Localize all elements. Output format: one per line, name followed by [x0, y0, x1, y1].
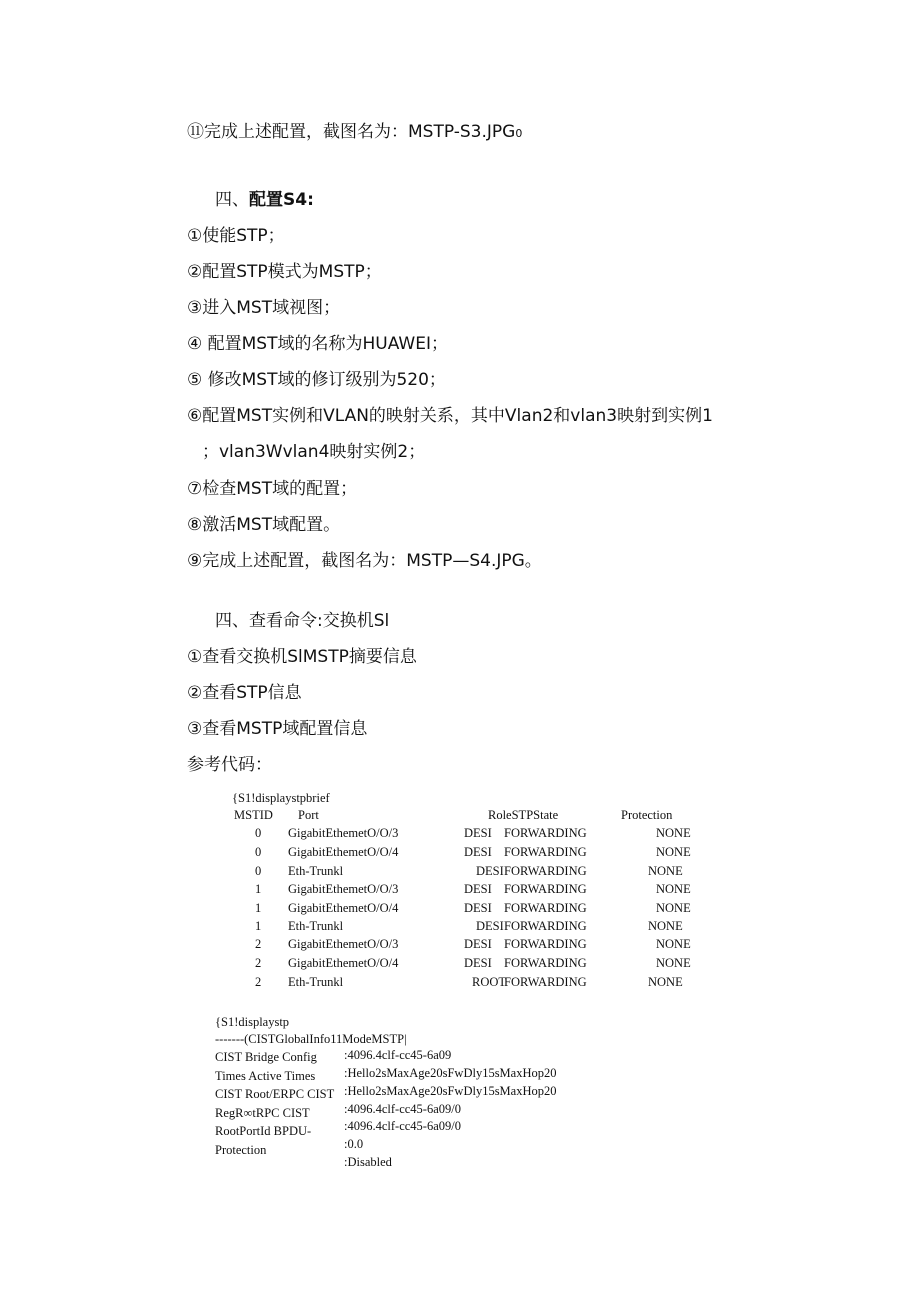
- s4-step-2: ②配置STP模式为MSTP；: [187, 262, 382, 282]
- row-port: GigabitEthemetO/O/4: [288, 956, 399, 970]
- row-protection: NONE: [656, 901, 691, 915]
- s4-step-4: ④ 配置MST域的名称为HUAWEI；: [187, 334, 448, 354]
- row-role: DESI: [464, 882, 492, 896]
- code-stp-value: :Hello2sMaxAge20sFwDly15sMaxHop20: [344, 1066, 557, 1080]
- row-port: Eth-Trunkl: [288, 864, 344, 878]
- code-brief-command: {S1!displaystpbrief: [232, 791, 330, 805]
- row-port: Eth-Trunkl: [288, 975, 344, 989]
- code-stp-label: CIST Bridge Config: [215, 1050, 317, 1064]
- row-mstid: 2: [255, 975, 262, 989]
- row-state: FORWARDING: [504, 901, 587, 915]
- section-s4-heading-prefix: 四、: [215, 190, 249, 210]
- row-mstid: 2: [255, 956, 262, 970]
- row-state: FORWARDING: [504, 882, 587, 896]
- view-step-2: ②查看STP信息: [187, 683, 302, 703]
- row-protection: NONE: [648, 919, 683, 933]
- row-role: DESI: [476, 864, 504, 878]
- row-role: DESI: [476, 919, 504, 933]
- section-view-heading: 四、查看命令:交换机Sl: [215, 611, 390, 631]
- row-mstid: 2: [255, 937, 262, 951]
- row-protection: NONE: [656, 882, 691, 896]
- row-mstid: 1: [255, 901, 262, 915]
- section-s4-heading: [215, 189, 314, 211]
- reference-code-label: 参考代码：: [187, 755, 272, 775]
- prev-step-marker: ⑪: [187, 122, 204, 142]
- row-port: GigabitEthemetO/O/4: [288, 901, 399, 915]
- row-state: FORWARDING: [504, 845, 587, 859]
- prev-step-line: [187, 121, 522, 143]
- row-protection: NONE: [656, 956, 691, 970]
- row-state: FORWARDING: [504, 956, 587, 970]
- s4-step-9: ⑨完成上述配置，截图名为：MSTP—S4.JPG。: [187, 551, 542, 571]
- row-mstid: 0: [255, 864, 262, 878]
- row-state: FORWARDING: [504, 826, 587, 840]
- row-protection: NONE: [648, 975, 683, 989]
- prev-step-text: 完成上述配置，截图名为：MSTP-S3.JPG: [204, 122, 516, 142]
- s4-step-7: ⑦检查MST域的配置；: [187, 479, 358, 499]
- row-role: ROOT: [472, 975, 507, 989]
- code-stp-value: :Hello2sMaxAge20sFwDly15sMaxHop20: [344, 1084, 557, 1098]
- section-s4-heading-bold: 配置S4:: [249, 190, 314, 210]
- row-mstid: 1: [255, 919, 262, 933]
- row-port: GigabitEthemetO/O/3: [288, 826, 399, 840]
- row-state: FORWARDING: [504, 937, 587, 951]
- row-state: FORWARDING: [504, 864, 587, 878]
- code-stp-label: Times Active Times: [215, 1069, 316, 1083]
- row-port: Eth-Trunkl: [288, 919, 344, 933]
- row-port: GigabitEthemetO/O/3: [288, 937, 399, 951]
- row-state: FORWARDING: [504, 975, 587, 989]
- code-stp-value: :4096.4clf-cc45-6a09: [344, 1048, 452, 1062]
- s4-step-6-cont: ；vlan3Wvlan4映射实例2；: [202, 442, 426, 462]
- code-stp-value: :0.0: [344, 1137, 364, 1151]
- row-role: DESI: [464, 956, 492, 970]
- code-stp-label: Protection: [215, 1143, 267, 1157]
- code-brief-header-mstid: MSTID: [234, 808, 273, 822]
- row-mstid: 1: [255, 882, 262, 896]
- s4-step-3: ③进入MST域视图；: [187, 298, 341, 318]
- code-stp-value: :4096.4clf-cc45-6a09/0: [344, 1102, 461, 1116]
- row-protection: NONE: [656, 937, 691, 951]
- s4-step-1: ①使能STP；: [187, 226, 285, 246]
- code-stp-label: CIST Root/ERPC CIST: [215, 1087, 335, 1101]
- row-role: DESI: [464, 826, 492, 840]
- row-protection: NONE: [648, 864, 683, 878]
- code-brief-header-role-state: RoleSTPState: [488, 808, 559, 822]
- row-mstid: 0: [255, 845, 262, 859]
- code-stp-value: :4096.4clf-cc45-6a09/0: [344, 1119, 461, 1133]
- row-protection: NONE: [656, 845, 691, 859]
- row-port: GigabitEthemetO/O/4: [288, 845, 399, 859]
- view-step-3: ③查看MSTP域配置信息: [187, 719, 368, 739]
- row-protection: NONE: [656, 826, 691, 840]
- code-brief-header-protection: Protection: [621, 808, 673, 822]
- row-role: DESI: [464, 845, 492, 859]
- s4-step-5: ⑤ 修改MST域的修订级别为520；: [187, 370, 446, 390]
- row-mstid: 0: [255, 826, 262, 840]
- code-brief-header-port: Port: [298, 808, 319, 822]
- code-stp-label: RootPortId BPDU-: [215, 1124, 312, 1138]
- prev-step-suffix: 0: [515, 127, 523, 140]
- code-stp-banner: -------(CISTGlobalInfo11ModeMSTP|: [215, 1032, 407, 1046]
- code-stp-value: :Disabled: [344, 1155, 392, 1169]
- view-step-1: ①查看交换机SlMSTP摘要信息: [187, 647, 417, 667]
- code-stp-label: RegR∞tRPC CIST: [215, 1106, 310, 1120]
- row-state: FORWARDING: [504, 919, 587, 933]
- row-port: GigabitEthemetO/O/3: [288, 882, 399, 896]
- code-stp-command: {S1!displaystp: [215, 1015, 290, 1029]
- row-role: DESI: [464, 901, 492, 915]
- s4-step-8: ⑧激活MST域配置。: [187, 515, 341, 535]
- row-role: DESI: [464, 937, 492, 951]
- s4-step-6: ⑥配置MST实例和VLAN的映射关系，其中Vlan2和vlan3映射到实例1: [187, 406, 713, 426]
